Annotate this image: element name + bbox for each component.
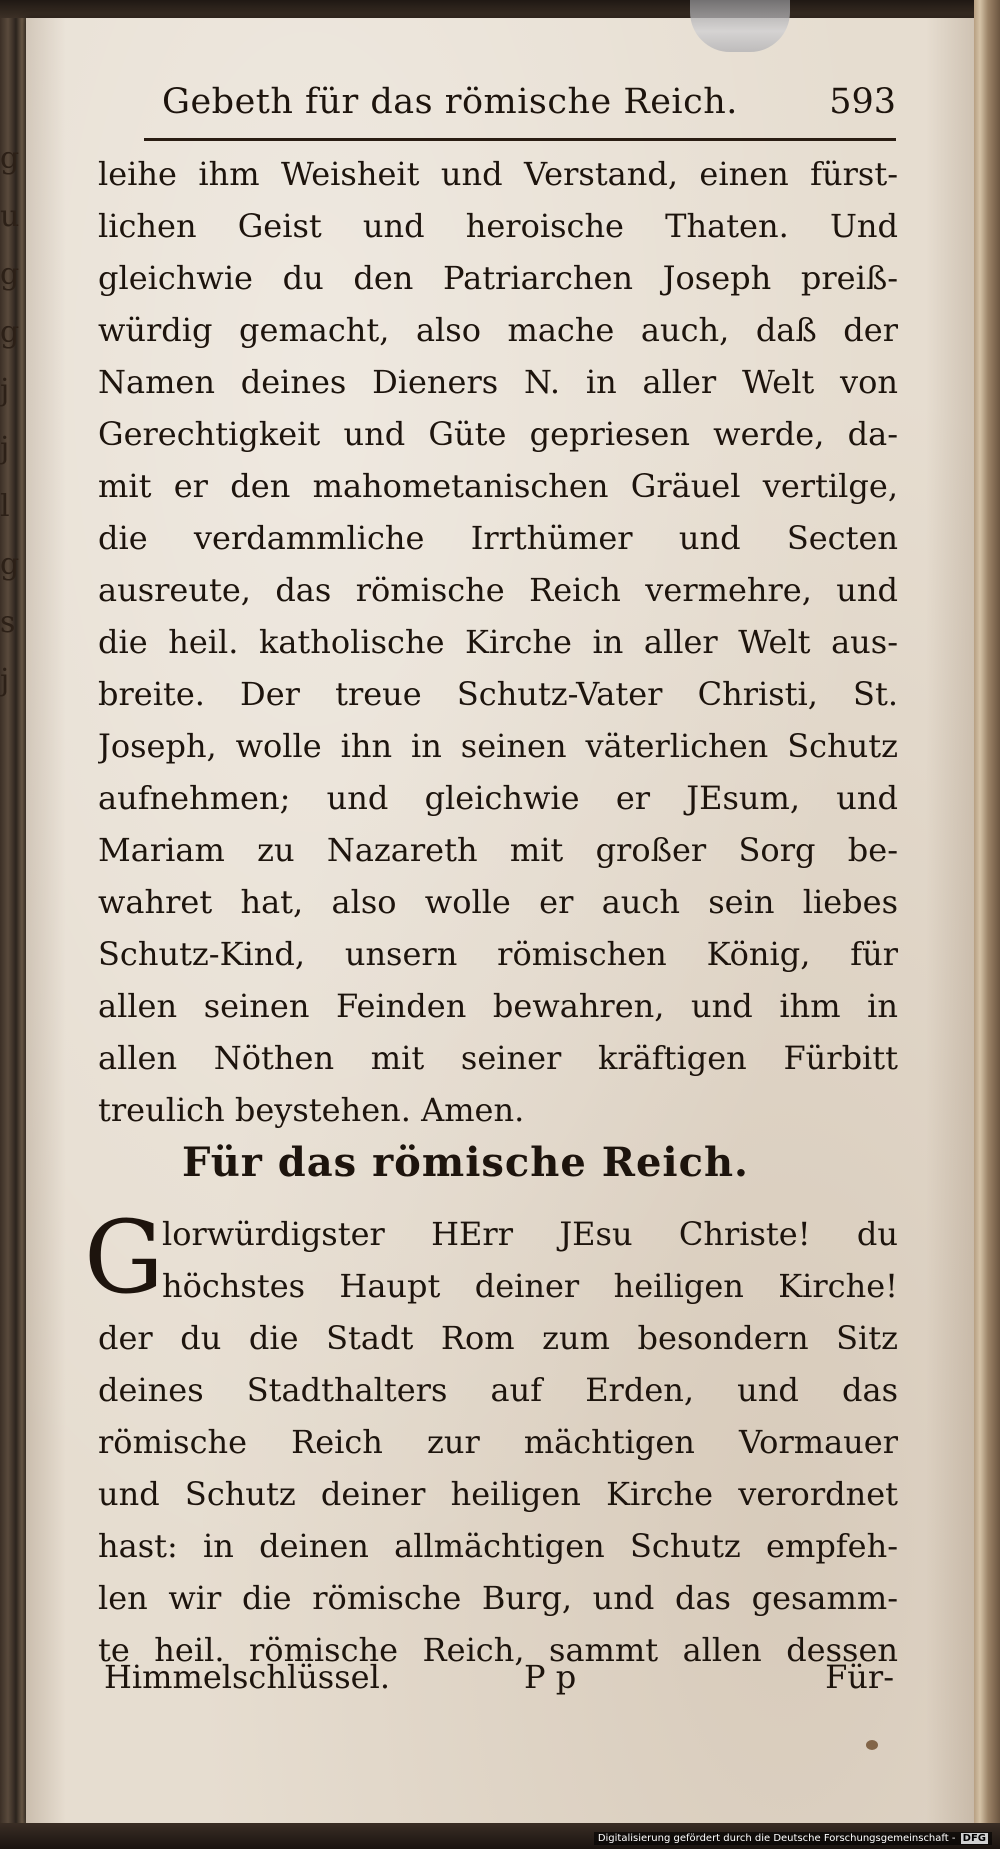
page-footer (104, 1658, 894, 1710)
running-title: Gebeth für das römische Reich. (162, 82, 738, 122)
text-line: Gerechtigkeit und Güte gepriesen werde, da- (98, 415, 898, 453)
text-line: Schutz-Kind, unsern römischen König, für (98, 935, 898, 973)
text-line: lichen Geist und heroische Thaten. Und (98, 207, 898, 245)
footer-catchphrase: Himmelschlüssel. (104, 1658, 390, 1696)
margin-mark: g (0, 547, 20, 582)
catchword: Für- (825, 1658, 894, 1696)
text-line: Namen deines Dieners N. in aller Welt von (98, 363, 898, 401)
text-line: Mariam zu Nazareth mit großer Sorg be- (98, 831, 898, 869)
book-right-edge (974, 0, 1000, 1849)
drop-cap: G (84, 1199, 164, 1316)
text-line: römische Reich zur mächtigen Vormauer (98, 1423, 898, 1461)
text-line: deines Stadthalters auf Erden, und das (98, 1371, 898, 1409)
margin-mark: l (0, 489, 10, 524)
section-heading: Für das römische Reich. (182, 1139, 749, 1186)
text-line: Joseph, wolle ihn in seinen väterlichen Schutz (98, 727, 898, 765)
margin-mark: g (0, 257, 20, 292)
text-line: gleichwie du den Patriarchen Joseph preiß- (98, 259, 898, 297)
text-line: hast: in deinen allmächtigen Schutz empfeh- (98, 1527, 898, 1565)
margin-mark: s (0, 605, 16, 640)
left-margin-marks (0, 130, 22, 710)
text-line: die verdammliche Irrthümer und Secten (98, 519, 898, 557)
text-line: lorwürdigster HErr JEsu Christe! du (162, 1215, 898, 1253)
credit-text: Digitalisierung gefördert durch die Deutsche Forschungsgemeinschaft - (597, 1833, 956, 1844)
text-line: und Schutz deiner heiligen Kirche verordnet (98, 1475, 898, 1513)
book-top-edge (0, 0, 1000, 18)
text-line: höchstes Haupt deiner heiligen Kirche! (162, 1267, 898, 1305)
text-line: te heil. römische Reich, sammt allen dessen (98, 1631, 898, 1669)
margin-mark: j (0, 431, 10, 466)
text-line: die heil. katholische Kirche in aller Welt aus- (98, 623, 898, 661)
running-header (138, 76, 896, 136)
text-line: len wir die römische Burg, und das gesamm- (98, 1579, 898, 1617)
book-page (26, 18, 976, 1823)
margin-mark: j (0, 373, 10, 408)
dfg-logo: DFG (962, 1833, 986, 1844)
margin-mark: g (0, 315, 20, 350)
header-rule (144, 138, 896, 141)
text-line: wahret hat, also wolle er auch sein liebes (98, 883, 898, 921)
margin-mark: u (0, 199, 20, 234)
text-line: treulich beystehen. Amen. (98, 1091, 525, 1129)
text-line: allen Nöthen mit seiner kräftigen Fürbitt (98, 1039, 898, 1077)
text-line: würdig gemacht, also mache auch, daß der (98, 311, 898, 349)
text-line: aufnehmen; und gleichwie er JEsum, und (98, 779, 898, 817)
ink-stain (866, 1740, 878, 1750)
page-number: 593 (829, 82, 896, 122)
digitization-credit (594, 1832, 992, 1845)
text-line: allen seinen Feinden bewahren, und ihm in (98, 987, 898, 1025)
text-line: breite. Der treue Schutz-Vater Christi, St. (98, 675, 898, 713)
prayer-paragraph-2 (84, 1199, 898, 1676)
prayer-paragraph-1 (98, 148, 898, 1136)
text-line: der du die Stadt Rom zum besondern Sitz (98, 1319, 898, 1357)
text-line: ausreute, das römische Reich vermehre, und (98, 571, 898, 609)
text-line: leihe ihm Weisheit und Verstand, einen fürst- (98, 155, 898, 193)
text-line: mit er den mahometanischen Gräuel vertilge, (98, 467, 898, 505)
signature-mark: P p (524, 1658, 577, 1696)
margin-mark: j (0, 663, 10, 698)
margin-mark: g (0, 141, 20, 176)
